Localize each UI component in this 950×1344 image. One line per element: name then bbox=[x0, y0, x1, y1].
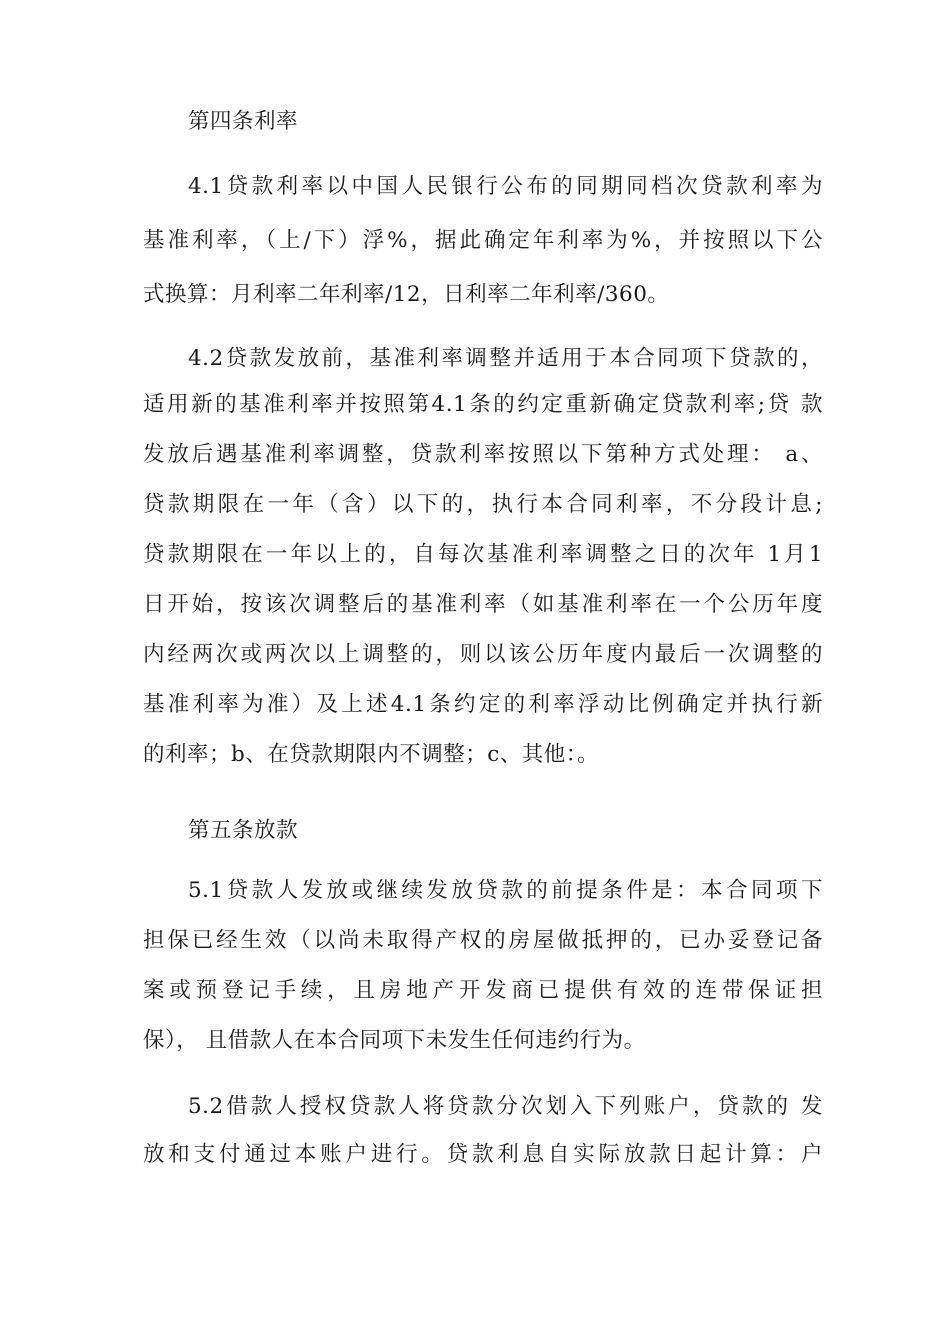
clause-line: 案或预登记手续，且房地产开发商已提供有效的连带保证担 bbox=[143, 978, 823, 1003]
clause-line: 5.1贷款人发放或继续发放贷款的前提条件是：本合同项下 bbox=[188, 878, 823, 903]
clause-line: 发放后遇基准利率调整，贷款利率按照以下第种方式处理： a、 bbox=[143, 442, 823, 467]
clause-line: 日开始，按该次调整后的基准利率（如基准利率在一个公历年度 bbox=[143, 592, 823, 617]
clause-line: 贷款期限在一年以上的，自每次基准利率调整之日的次年 1月1 bbox=[143, 542, 823, 567]
article-5-heading: 第五条放款 bbox=[188, 818, 299, 843]
clause-line: 内经两次或两次以上调整的，则以该公历年度内最后一次调整的 bbox=[143, 642, 823, 667]
clause-line: 5.2借款人授权贷款人将贷款分次划入下列账户，贷款的 发 bbox=[188, 1094, 823, 1119]
clause-line: 4.2贷款发放前，基准利率调整并适用于本合同项下贷款的， bbox=[188, 346, 823, 371]
article-4-heading: 第四条利率 bbox=[188, 109, 299, 134]
clause-line: 担保已经生效（以尚未取得产权的房屋做抵押的，已办妥登记备 bbox=[143, 928, 823, 953]
clause-line: 4.1贷款利率以中国人民银行公布的同期同档次贷款利率为 bbox=[188, 174, 823, 199]
clause-line: 基准利率，（上/下）浮%，据此确定年利率为%，并按照以下公 bbox=[143, 228, 823, 253]
clause-line: 式换算：月利率二年利率/12，日利率二年利率/360。 bbox=[143, 282, 670, 307]
clause-line: 放和支付通过本账户进行。贷款利息自实际放款日起计算：户 bbox=[143, 1142, 823, 1167]
clause-line: 适用新的基准利率并按照第4.1条的约定重新确定贷款利率;贷 款 bbox=[143, 392, 823, 417]
clause-line: 贷款期限在一年（含）以下的，执行本合同利率，不分段计息; bbox=[143, 492, 823, 517]
clause-line: 的利率；b、在贷款期限内不调整；c、其他：。 bbox=[143, 742, 600, 767]
clause-line: 基准利率为准）及上述4.1条约定的利率浮动比例确定并执行新 bbox=[143, 692, 823, 717]
clause-line: 保）， 且借款人在本合同项下未发生任何违约行为。 bbox=[143, 1028, 646, 1053]
